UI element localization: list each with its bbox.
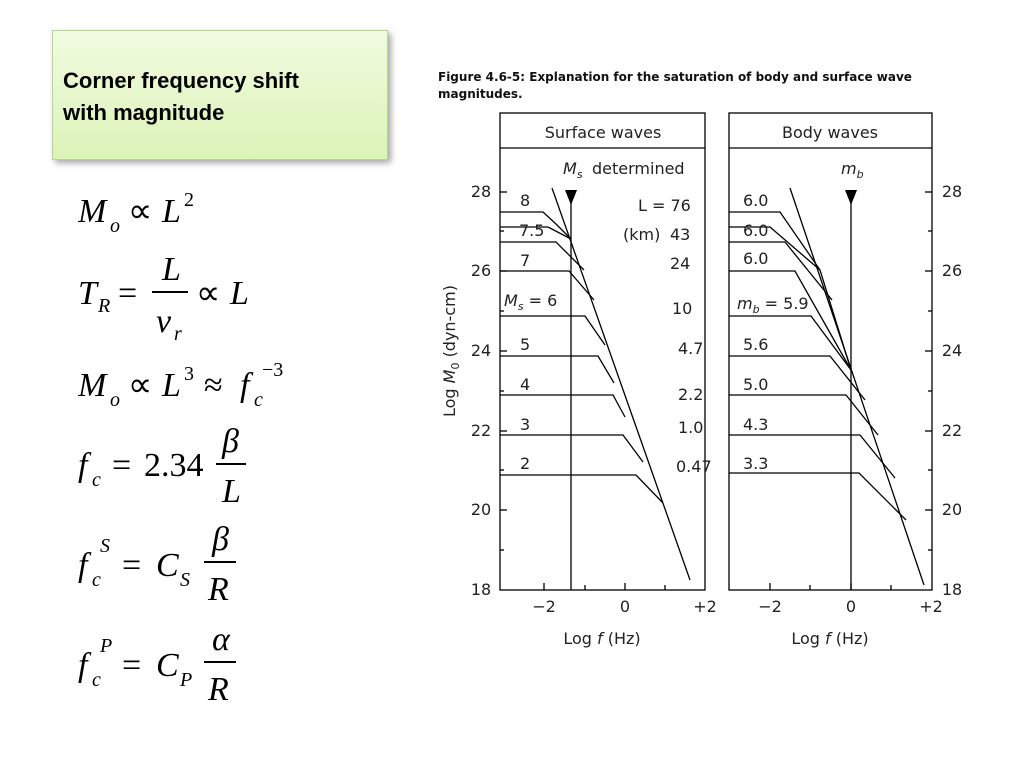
saturation-figure <box>430 62 1010 662</box>
x-tick-labels-left <box>532 597 717 616</box>
svg-text:P: P <box>100 635 113 657</box>
surface-magnitude-labels <box>504 191 557 473</box>
svg-text:C: C <box>156 547 179 584</box>
svg-text:22: 22 <box>470 421 492 440</box>
y-tick-labels-left <box>471 182 491 599</box>
slide-title-box <box>52 30 388 160</box>
surface-panel-title: Surface waves <box>544 123 662 142</box>
svg-text:β: β <box>222 423 239 460</box>
svg-text:28: 28 <box>941 182 963 201</box>
equation-p-wave-corner <box>78 621 236 708</box>
equation-moment-l2 <box>78 189 194 237</box>
svg-text:≈: ≈ <box>204 367 223 404</box>
y-tick-labels-right <box>942 182 962 599</box>
svg-text:L = 76: L = 76 <box>638 196 691 215</box>
svg-text:=: = <box>122 547 142 584</box>
svg-text:R: R <box>208 571 229 608</box>
equation-list <box>78 180 318 710</box>
svg-text:2.34: 2.34 <box>144 447 204 484</box>
svg-text:−3: −3 <box>262 359 284 381</box>
svg-text:0: 0 <box>619 597 631 616</box>
svg-text:=: = <box>112 447 132 484</box>
svg-text:28: 28 <box>470 182 492 201</box>
figure-caption-line-1: Figure 4.6-5: Explanation for the saturation of body and surface wave <box>438 70 912 84</box>
svg-text:4.3: 4.3 <box>743 415 769 434</box>
svg-text:α: α <box>212 621 230 658</box>
svg-text:5: 5 <box>520 335 531 354</box>
svg-text:22: 22 <box>941 421 963 440</box>
svg-text:C: C <box>156 647 179 684</box>
equation-rise-time <box>78 251 249 345</box>
mb-arrow-icon <box>845 190 857 205</box>
svg-text:(km): (km) <box>623 225 661 244</box>
svg-text:−2: −2 <box>758 597 782 616</box>
body-magnitude-labels <box>737 191 809 473</box>
svg-text:r: r <box>174 323 182 345</box>
svg-text:−2: −2 <box>532 597 556 616</box>
svg-text:c: c <box>92 569 101 591</box>
svg-text:S: S <box>100 535 110 557</box>
svg-text:=: = <box>118 275 138 312</box>
svg-text:20: 20 <box>941 500 963 519</box>
svg-text:0: 0 <box>845 597 857 616</box>
surface-waves-panel <box>500 113 705 590</box>
svg-text:0.47: 0.47 <box>676 457 712 476</box>
ms-arrow-icon <box>565 190 577 205</box>
svg-text:5.6: 5.6 <box>743 335 769 354</box>
svg-text:2: 2 <box>520 454 531 473</box>
svg-text:∝: ∝ <box>128 193 153 230</box>
svg-text:3: 3 <box>184 363 194 385</box>
svg-text:∝: ∝ <box>128 367 153 404</box>
svg-text:10: 10 <box>672 299 693 318</box>
svg-text:18: 18 <box>470 580 492 599</box>
svg-text:=: = <box>122 647 142 684</box>
svg-text:6.0: 6.0 <box>743 221 769 240</box>
body-panel-title: Body waves <box>781 123 879 142</box>
svg-text:26: 26 <box>941 261 963 280</box>
svg-text:18: 18 <box>941 580 963 599</box>
ms-marker-label: determined <box>592 159 685 178</box>
svg-text:f: f <box>240 367 250 404</box>
svg-text:S: S <box>180 569 190 591</box>
equation-corner-frequency <box>78 423 246 510</box>
equation-moment-l3 <box>78 359 283 411</box>
svg-text:f: f <box>78 647 88 684</box>
svg-text:L: L <box>162 367 181 404</box>
svg-text:f: f <box>78 447 88 484</box>
svg-text:M: M <box>78 367 107 404</box>
svg-text:L: L <box>162 251 181 288</box>
svg-text:c: c <box>92 469 101 491</box>
svg-text:+2: +2 <box>693 597 717 616</box>
svg-text:7: 7 <box>520 251 531 270</box>
svg-text:c: c <box>92 669 101 691</box>
svg-text:c: c <box>254 389 263 411</box>
y-axis-label: Log $M_0$ (dyn-cm) <box>440 285 462 417</box>
svg-text:R: R <box>208 671 229 708</box>
svg-text:R: R <box>98 295 111 317</box>
x-axis-label-left: Log f (Hz) <box>563 629 641 648</box>
x-axis-label-right: Log f (Hz) <box>791 629 869 648</box>
svg-text:24: 24 <box>470 341 492 360</box>
svg-text:Ms = 6: $M_s = 6$ <box>504 291 558 313</box>
svg-text:1.0: 1.0 <box>678 418 704 437</box>
svg-text:43: 43 <box>670 225 691 244</box>
svg-text:4.7: 4.7 <box>678 339 704 358</box>
svg-text:∝: ∝ <box>196 275 221 312</box>
svg-text:+2: +2 <box>919 597 943 616</box>
svg-text:P: P <box>180 669 193 691</box>
svg-text:7.5: 7.5 <box>519 221 545 240</box>
svg-text:f: f <box>78 547 88 584</box>
svg-text:o: o <box>110 389 120 411</box>
svg-text:5.0: 5.0 <box>743 375 769 394</box>
equation-s-wave-corner <box>78 521 236 608</box>
svg-text:mb = 5.9: $m_b = 5.9$ <box>737 294 809 316</box>
svg-text:o: o <box>110 215 120 237</box>
svg-text:8: 8 <box>520 191 531 210</box>
svg-text:v: v <box>156 303 172 340</box>
svg-text:6.0: 6.0 <box>743 249 769 268</box>
svg-text:6.0: 6.0 <box>743 191 769 210</box>
ms-marker-symbol: $M_s$ <box>563 159 583 181</box>
figure-caption-line-2: magnitudes. <box>438 87 523 101</box>
svg-text:24: 24 <box>941 341 963 360</box>
svg-text:L: L <box>222 473 241 510</box>
svg-text:26: 26 <box>470 261 492 280</box>
svg-text:L: L <box>162 193 181 230</box>
svg-text:β: β <box>212 521 229 558</box>
slide-title-line-1: Corner frequency shift <box>63 68 299 93</box>
svg-text:4: 4 <box>520 375 531 394</box>
x-tick-labels-right <box>758 597 943 616</box>
slide-title-line-2: with magnitude <box>63 100 225 125</box>
fault-length-labels <box>623 196 712 476</box>
svg-text:3.3: 3.3 <box>743 454 769 473</box>
svg-text:2: 2 <box>184 189 194 211</box>
mb-marker-label: $m_b$ <box>841 159 864 181</box>
svg-text:L: L <box>230 275 249 312</box>
svg-text:24: 24 <box>670 254 691 273</box>
svg-text:20: 20 <box>470 500 492 519</box>
svg-text:M: M <box>78 193 107 230</box>
svg-text:3: 3 <box>520 415 531 434</box>
svg-text:T: T <box>78 275 97 312</box>
svg-text:2.2: 2.2 <box>678 385 704 404</box>
